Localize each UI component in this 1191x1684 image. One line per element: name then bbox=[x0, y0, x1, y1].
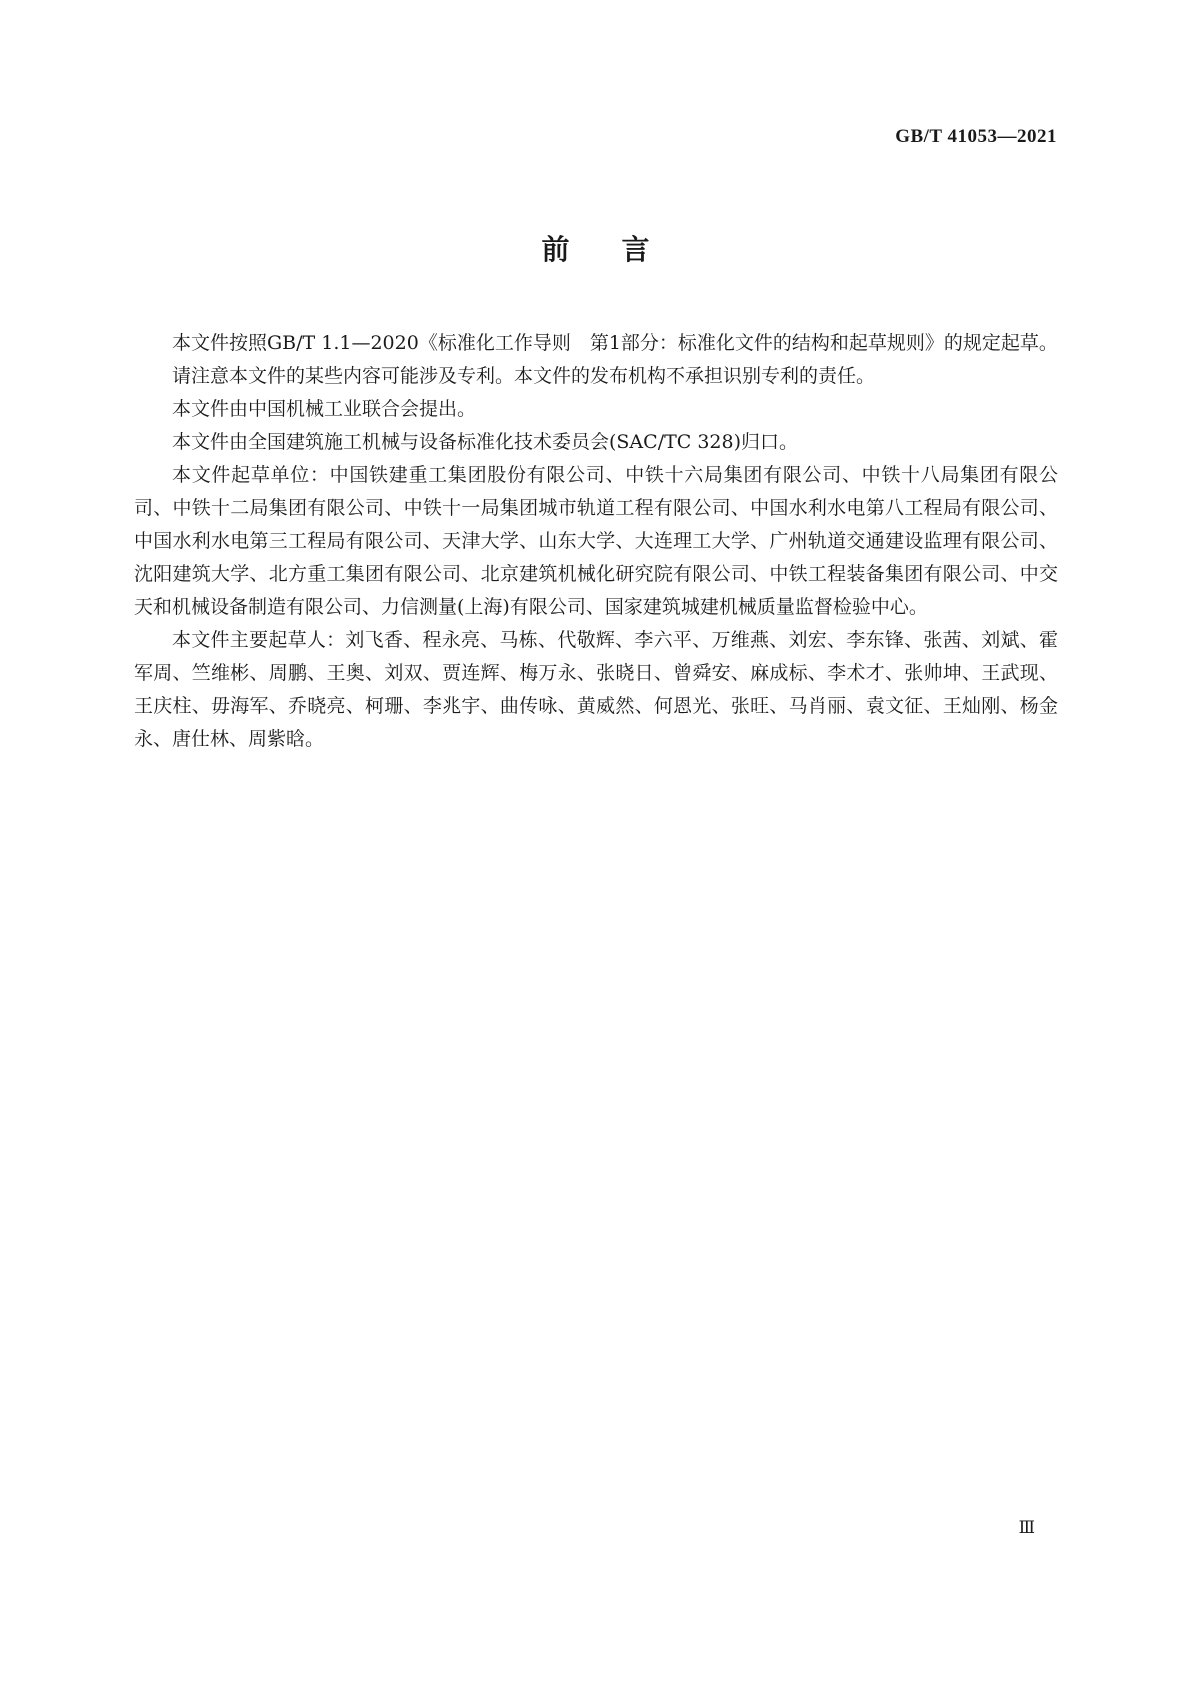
paragraph-drafting-units: 本文件起草单位：中国铁建重工集团股份有限公司、中铁十六局集团有限公司、中铁十八局集团有限公司、中铁十二局集团有限公司、中铁十一局集团城市轨道工程有限公司、中国水利水电第八工程局有限公司、中国水利水电第三工程局有限公司、天津大学、山东大学、大连理工大学、广州轨道交通建设监理有限公司、沈阳建筑大学、北方重工集团有限公司、北京建筑机械化研究院有限公司、中铁工程装备集团有限公司、中交天和机械设备制造有限公司、力信测量(上海)有限公司、国家建筑城建机械质量监督检验中心。 bbox=[134, 464, 1058, 618]
paragraph-drafters: 本文件主要起草人：刘飞香、程永亮、马栋、代敬辉、李六平、万维燕、刘宏、李东锋、张茜、刘斌、霍军周、竺维彬、周鹏、王奥、刘双、贾连辉、梅万永、张晓日、曾舜安、麻成标、李术才、张帅坤、王武现、王庆柱、毋海军、乔晓亮、柯珊、李兆宇、曲传咏、黄威然、何恩光、张旺、马肖丽、袁文征、王灿刚、杨金永、唐仕林、周紫晗。 bbox=[134, 629, 1058, 750]
page-number: Ⅲ bbox=[1018, 1518, 1034, 1537]
paragraph-patent-notice: 请注意本文件的某些内容可能涉及专利。本文件的发布机构不承担识别专利的责任。 bbox=[172, 365, 876, 387]
foreword-body bbox=[134, 327, 1058, 756]
standard-code: GB/T 41053—2021 bbox=[895, 126, 1057, 147]
page-title: 前言 bbox=[541, 233, 702, 266]
paragraph-drafting-rules: 本文件按照GB/T 1.1—2020《标准化工作导则 第1部分：标准化文件的结构和起草规则》的规定起草。 bbox=[172, 332, 1058, 354]
paragraph-proposer: 本文件由中国机械工业联合会提出。 bbox=[172, 398, 477, 420]
paragraph-administrator: 本文件由全国建筑施工机械与设备标准化技术委员会(SAC/TC 328)归口。 bbox=[172, 431, 799, 453]
